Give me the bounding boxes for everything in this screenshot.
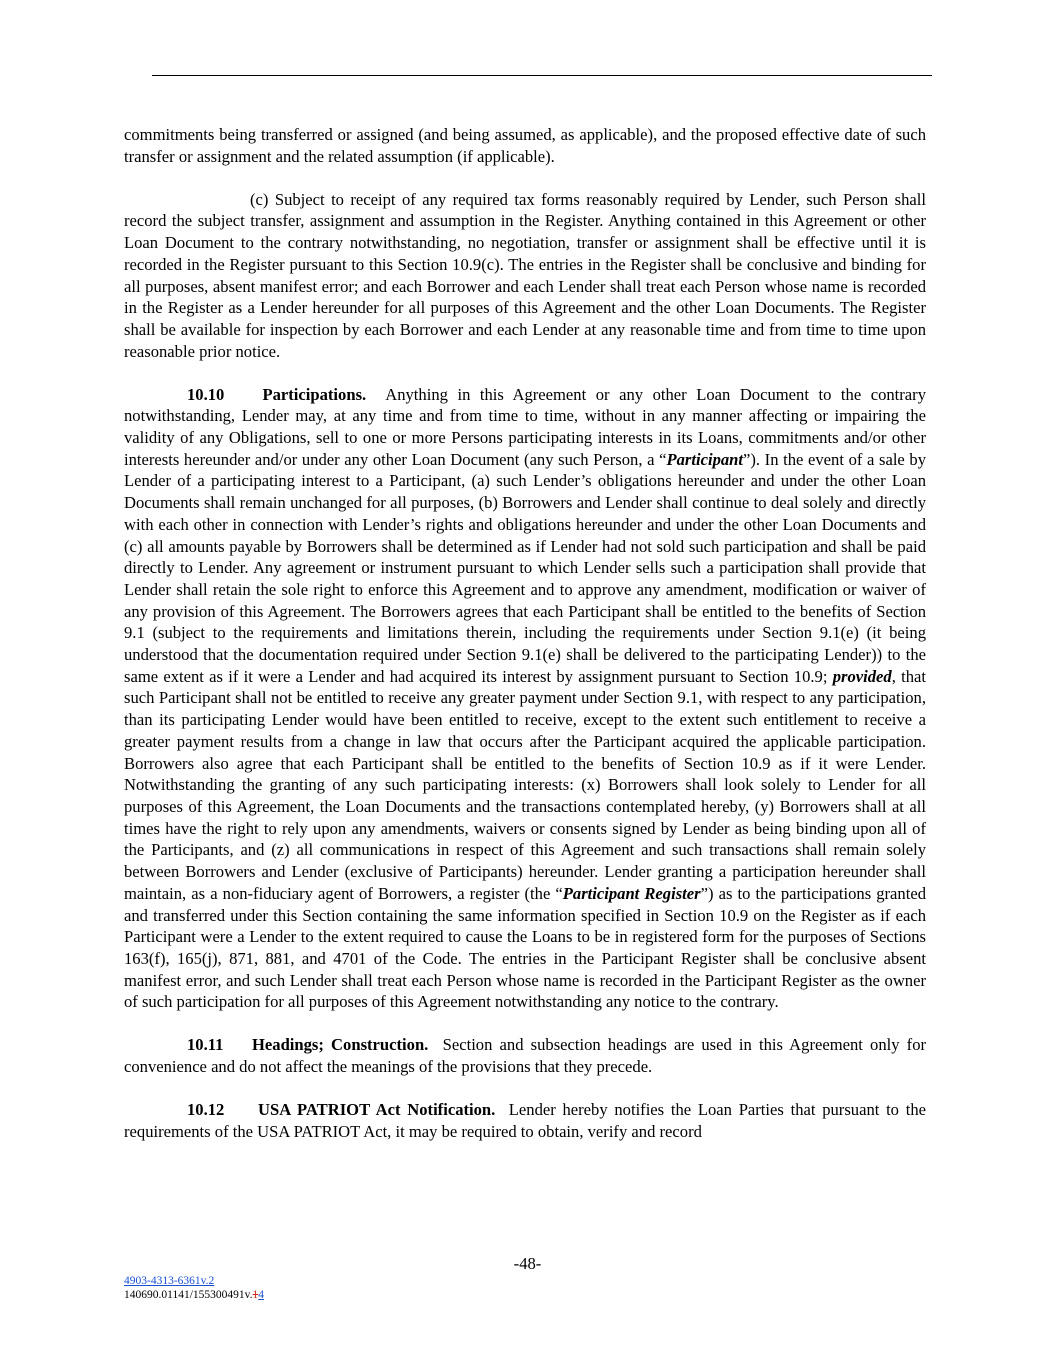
section-title: Participations. (262, 384, 367, 404)
doc-id (124, 1288, 264, 1302)
section-text-part2: ”). In the event of a sale by Lender of a participating interest to a Participant, (a) such Lender’s obligations hereunder and under the other Loan Documents shall remain unchanged for all purposes, (b) Borrowers and Lender shall continue to deal solely and directly with each other in connection with Lender’s rights and obligations hereunder and under the other Loan Documents and (c) all amounts payable by Borrowers shall be determined as if Lender had not sold such participation and shall be paid directly to Lender. Any agreement or instrument pursuant to which Lender sells such a participation shall provide that Lender shall retain the sole right to enforce this Agreement and to approve any amendment, modification or waiver of any provision of this Agreement. The Borrowers agrees that each Participant shall be entitled to the benefits of Section 9.1 (subject to the requirements and limitations therein, including the requirements under Section 9.1(e) (it being understood that the documentation required under Section 9.1(e) shall be delivered to the participating Lender)) to the same extent as if it were a Lender and had acquired its interest by assignment pursuant to Section 10.9; (124, 449, 927, 686)
page-number: -48- (513, 1254, 542, 1273)
old-doc-id: 4903-4313-6361v.2 (124, 1275, 215, 1287)
section-text-part1: Anything in this Agreement or any other Loan Document to the contrary notwithstanding, Lender may, at any time and from time to time, without in any manner affecting or impairing the validity of any Obligations, sell to one or more Persons participating interests in its Loans, commitments and/or other interests hereunder and/or under any other Loan Document (any such Person, a “ (124, 384, 926, 469)
paragraph-10-9-c: (c) Subject to receipt of any required tax forms reasonably required by Lender, such Person shall record the subject transfer, assignment and assumption in the Register. Anything contained in this Agreement or other Loan Document to the contrary notwithstanding, no negotiation, transfer or assignment shall be effective until it is recorded in the Register pursuant to this Section 10.9(c). The entries in the Register shall be conclusive and binding for all purposes, absent manifest error; and each Borrower and each Lender shall treat each Person whose name is recorded in the Register as a Lender hereunder for all purposes of this Agreement and the other Loan Documents. The Register shall be available for inspection by each Borrower and each Lender at any reasonable time and from time to time upon reasonable prior notice. (124, 189, 926, 361)
defined-term-participant: Participant (666, 449, 744, 469)
section-text-part4: ”) as to the participations granted and transferred under this Section containing the same information specified in Section 10.9 on the Register as if each Participant were a Lender to the extent required to cause the Loans to be in registered form for the purposes of Sections 163(f), 165(j), 871, 881, and 4701 of the Code. The entries in the Participant Register shall be conclusive absent manifest error, and such Lender shall treat each Person whose name is recorded in the Participant Register as the owner of such participation for all purposes of this Agreement notwithstanding any notice to the contrary. (124, 883, 926, 1012)
section-number: 10.11 (187, 1035, 224, 1055)
header-rule (152, 75, 932, 76)
section-10-11 (124, 1034, 926, 1077)
doc-id-prefix: 140690.01141/155300491v. (124, 1289, 253, 1301)
defined-term-participant-register: Participant Register (562, 883, 701, 903)
section-text: Section and subsection headings are used in this Agreement only for convenience and do not affect the meanings of the provisions that they precede. (124, 1035, 927, 1077)
section-10-10 (124, 384, 926, 1013)
section-number: 10.10 (187, 384, 225, 404)
defined-term-provided: provided (832, 666, 892, 686)
document-footer (124, 1274, 264, 1302)
section-title: Headings; Construction. (252, 1035, 429, 1055)
continued-paragraph: commitments being transferred or assigned (and being assumed, as applicable), and the proposed effective date of such transfer or assignment and the related assumption (if applicable). (124, 125, 926, 166)
section-10-12 (124, 1099, 926, 1142)
section-number: 10.12 (187, 1100, 225, 1120)
section-text-part3: , that such Participant shall not be entitled to receive any greater payment under Section 9.1, with respect to any participation, than its participating Lender would have been entitled to receive, except to the extent such entitlement to receive a greater payment results from a change in law that occurs after the Participant acquired the applicable participation. Borrowers also agree that each Participant shall be entitled to the benefits of Section 10.9 as if it were Lender. Notwithstanding the granting of any such participating interests: (x) Borrowers shall look solely to Lender for all purposes of this Agreement, the Loan Documents and the transactions contemplated hereby, (y) Borrowers shall at all times have the right to rely upon any amendments, waivers or consents signed by Lender as being binding upon all of the Participants, and (z) all communications in respect of this Agreement and such transactions shall remain solely between Borrowers and Lender (exclusive of Participants) hereunder. Lender granting a participation hereunder shall maintain, as a non-fiduciary agent of Borrowers, a register (the “ (124, 666, 926, 903)
document-body (124, 124, 926, 1164)
deleted-revision: 1 (252, 1289, 259, 1301)
section-title: USA PATRIOT Act Notification. (258, 1100, 496, 1120)
inserted-revision: 4 (258, 1289, 265, 1301)
section-text: Lender hereby notifies the Loan Parties that pursuant to the requirements of the USA PATRIOT Act, it may be required to obtain, verify and record (124, 1100, 926, 1141)
